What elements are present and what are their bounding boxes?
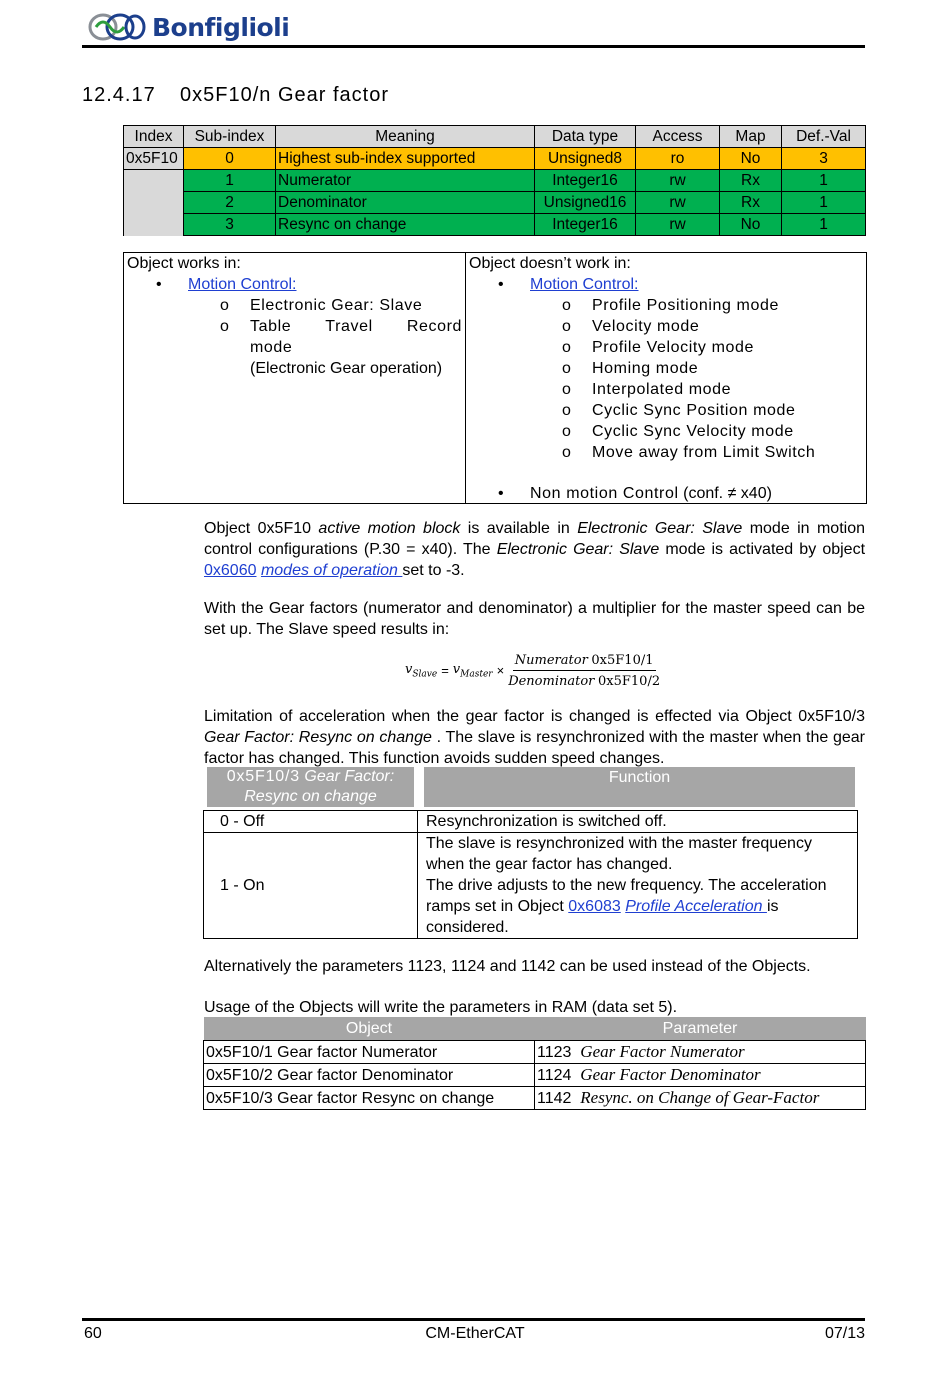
type-cell: Unsigned8 bbox=[535, 148, 636, 170]
formula-symbol bbox=[405, 662, 437, 680]
parameter-table bbox=[203, 1017, 866, 1110]
index-cell bbox=[124, 170, 184, 192]
non-motion-item bbox=[530, 485, 772, 503]
object-link[interactable]: 0x6083 bbox=[568, 898, 621, 915]
paragraph: Alternatively the parameters 1123, 1124 and 1142 can be used instead of the Objects. bbox=[204, 958, 811, 975]
list-item: Homing mode bbox=[592, 360, 699, 377]
speed-formula bbox=[405, 652, 660, 689]
not-works-label: Object doesn’t work in: bbox=[469, 255, 631, 272]
parameter-number: 1123 bbox=[537, 1044, 572, 1061]
meaning-cell: Highest sub-index supported bbox=[276, 148, 535, 170]
list-item: Cyclic Sync Position mode bbox=[592, 402, 796, 419]
map-cell: Rx bbox=[720, 192, 782, 214]
text-run: Electronic Gear: Slave bbox=[577, 520, 743, 537]
sub-index-cell: 1 bbox=[184, 170, 276, 192]
formula-word: Numerator bbox=[514, 653, 588, 668]
col-header: Sub-index bbox=[184, 126, 276, 148]
profile-acceleration-link[interactable]: Profile Acceleration bbox=[625, 898, 767, 915]
list-item: Move away from Limit Switch bbox=[592, 444, 816, 461]
default-cell: 1 bbox=[782, 214, 866, 236]
works-in-column bbox=[124, 253, 466, 503]
text-run: active motion block bbox=[318, 520, 461, 537]
value-cell: 1 - On bbox=[204, 833, 418, 939]
formula-object: 0x5F10/1 bbox=[591, 653, 654, 668]
formula-symbol bbox=[453, 662, 493, 680]
parameter-number: 1124 bbox=[537, 1067, 572, 1084]
paragraph: Usage of the Objects will write the parameters in RAM (data set 5). bbox=[204, 999, 678, 1016]
table-row bbox=[204, 1041, 866, 1064]
applicability-box bbox=[123, 252, 867, 504]
bullet-icon: • bbox=[498, 485, 504, 502]
function-cell bbox=[418, 833, 858, 939]
sub-index-cell: 0 bbox=[184, 148, 276, 170]
list-bullet-icon: o bbox=[562, 297, 571, 314]
list-item: Profile Velocity mode bbox=[592, 339, 755, 356]
value-cell: 0 - Off bbox=[204, 811, 418, 833]
document-name: CM-EtherCAT bbox=[425, 1325, 525, 1342]
brand-name: Bonfiglioli bbox=[152, 12, 290, 42]
text-run: set to -3. bbox=[402, 562, 465, 579]
col-header: Access bbox=[636, 126, 720, 148]
text-run: . The slave is resynchronized with the master when the gear factor has changed. This function avoids sudden speed changes. bbox=[204, 729, 866, 767]
bullet-icon: • bbox=[498, 276, 504, 293]
header-rule bbox=[82, 45, 865, 48]
table-header-row bbox=[204, 1017, 866, 1041]
header-name: Gear Factor: Resync on change bbox=[244, 768, 395, 805]
text-run: is available in bbox=[460, 520, 578, 537]
footer-rule bbox=[82, 1318, 865, 1321]
map-cell: No bbox=[720, 214, 782, 236]
parameter-cell bbox=[535, 1041, 866, 1064]
function-text bbox=[426, 875, 849, 938]
document-date: 07/13 bbox=[824, 1325, 865, 1342]
motion-control-link[interactable]: Motion Control: bbox=[530, 276, 639, 293]
non-motion-conf: (conf. ≠ x40) bbox=[683, 485, 772, 502]
formula-subscript: Slave bbox=[412, 669, 438, 680]
function-table-header-object bbox=[207, 767, 414, 807]
parameter-cell bbox=[535, 1087, 866, 1110]
logo-icon bbox=[88, 13, 146, 41]
page-number: 60 bbox=[84, 1325, 102, 1342]
access-cell: ro bbox=[636, 148, 720, 170]
formula-word: Denominator bbox=[508, 674, 595, 689]
table-row bbox=[124, 214, 866, 236]
map-cell: No bbox=[720, 148, 782, 170]
function-text: The slave is resynchronized with the master frequency when the gear factor has changed. bbox=[426, 835, 812, 873]
works-in-label: Object works in: bbox=[127, 255, 241, 272]
object-cell: 0x5F10/3 Gear factor Resync on change bbox=[204, 1087, 535, 1110]
header-object: 0x5F10/3 bbox=[226, 768, 300, 785]
parameter-name: Gear Factor Denominator bbox=[580, 1065, 761, 1084]
col-header: Object bbox=[204, 1017, 535, 1041]
table-row bbox=[204, 833, 858, 939]
table-header-row bbox=[124, 126, 866, 148]
formula-numerator bbox=[513, 652, 656, 671]
not-works-column bbox=[466, 253, 866, 503]
col-header: Def.-Val bbox=[782, 126, 866, 148]
list-item: Cyclic Sync Velocity mode bbox=[592, 423, 794, 440]
function-table-header-function: Function bbox=[424, 767, 855, 807]
table-row bbox=[124, 170, 866, 192]
list-bullet-icon: o bbox=[562, 381, 571, 398]
list-item: Velocity mode bbox=[592, 318, 700, 335]
list-item: mode bbox=[250, 339, 293, 356]
parameter-number: 1142 bbox=[537, 1090, 572, 1107]
default-cell: 1 bbox=[782, 192, 866, 214]
text-run: Limitation of acceleration when the gear factor is changed is effected via Object 0x5F10/3 bbox=[204, 708, 865, 725]
list-item: Electronic Gear: Slave bbox=[250, 297, 423, 314]
table-row bbox=[204, 1087, 866, 1110]
list-bullet-icon: o bbox=[220, 318, 229, 335]
bullet-icon: • bbox=[156, 276, 162, 293]
list-bullet-icon: o bbox=[562, 444, 571, 461]
function-table bbox=[203, 810, 858, 939]
list-bullet-icon: o bbox=[562, 360, 571, 377]
non-motion-label: Non motion Control bbox=[530, 485, 679, 502]
type-cell: Integer16 bbox=[535, 170, 636, 192]
text-run: The drive adjusts to the new frequency. The acceleration ramps set in Object bbox=[426, 877, 827, 915]
formula-equals: = bbox=[441, 663, 449, 678]
table-row bbox=[124, 148, 866, 170]
access-cell: rw bbox=[636, 214, 720, 236]
list-bullet-icon: o bbox=[562, 339, 571, 356]
table-row bbox=[124, 192, 866, 214]
formula-times: × bbox=[496, 663, 505, 678]
text-run: Electronic Gear: Slave bbox=[496, 541, 660, 558]
type-cell: Unsigned16 bbox=[535, 192, 636, 214]
default-cell: 1 bbox=[782, 170, 866, 192]
list-bullet-icon: o bbox=[562, 318, 571, 335]
formula-object: 0x5F10/2 bbox=[598, 674, 661, 689]
brand-logo bbox=[88, 10, 289, 44]
section-title: 0x5F10/n Gear factor bbox=[180, 84, 389, 106]
col-header: Parameter bbox=[535, 1017, 866, 1041]
object-cell: 0x5F10/1 Gear factor Numerator bbox=[204, 1041, 535, 1064]
meaning-cell: Numerator bbox=[276, 170, 535, 192]
parameter-name: Resync. on Change of Gear-Factor bbox=[580, 1088, 820, 1107]
modes-of-operation-link[interactable]: modes of operation bbox=[260, 562, 403, 579]
list-item: Profile Positioning mode bbox=[592, 297, 779, 314]
index-cell bbox=[124, 214, 184, 236]
meaning-cell: Denominator bbox=[276, 192, 535, 214]
parameter-cell bbox=[535, 1064, 866, 1087]
formula-v: v bbox=[405, 661, 413, 677]
parameter-name: Gear Factor Numerator bbox=[580, 1042, 745, 1061]
access-cell: rw bbox=[636, 170, 720, 192]
list-bullet-icon: o bbox=[562, 423, 571, 440]
list-item-word: Travel bbox=[325, 318, 373, 335]
table-row bbox=[204, 1064, 866, 1087]
formula-denominator bbox=[508, 671, 660, 689]
default-cell: 3 bbox=[782, 148, 866, 170]
col-header: Data type bbox=[535, 126, 636, 148]
col-header: Index bbox=[124, 126, 184, 148]
list-item-word: Record bbox=[406, 318, 462, 335]
paragraph: With the Gear factors (numerator and denominator) a multiplier for the master speed can be set up. The Slave speed results in: bbox=[204, 600, 865, 638]
sub-index-cell: 3 bbox=[184, 214, 276, 236]
object-link[interactable]: 0x6060 bbox=[204, 562, 257, 579]
col-header: Map bbox=[720, 126, 782, 148]
list-item-word: Table bbox=[250, 318, 292, 335]
col-header: Meaning bbox=[276, 126, 535, 148]
object-table bbox=[123, 125, 866, 236]
section-heading bbox=[82, 84, 389, 107]
formula-fraction bbox=[508, 652, 660, 689]
meaning-cell: Resync on change bbox=[276, 214, 535, 236]
text-run: Object 0x5F10 bbox=[204, 520, 319, 537]
map-cell: Rx bbox=[720, 170, 782, 192]
type-cell: Integer16 bbox=[535, 214, 636, 236]
object-cell: 0x5F10/2 Gear factor Denominator bbox=[204, 1064, 535, 1087]
list-bullet-icon: o bbox=[220, 297, 229, 314]
formula-v: v bbox=[452, 661, 461, 677]
paragraph bbox=[204, 518, 865, 581]
formula-subscript: Master bbox=[460, 669, 493, 680]
text-run: is considered. bbox=[426, 898, 779, 936]
section-number: 12.4.17 bbox=[82, 84, 156, 106]
function-cell: Resynchronization is switched off. bbox=[418, 811, 858, 833]
list-item: Interpolated mode bbox=[592, 381, 732, 398]
list-bullet-icon: o bbox=[562, 402, 571, 419]
sub-index-cell: 2 bbox=[184, 192, 276, 214]
list-item-note: (Electronic Gear operation) bbox=[250, 360, 443, 377]
access-cell: rw bbox=[636, 192, 720, 214]
index-cell: 0x5F10 bbox=[124, 148, 184, 170]
list-item bbox=[250, 318, 462, 336]
paragraph bbox=[204, 706, 865, 769]
table-row bbox=[204, 811, 858, 833]
motion-control-link[interactable]: Motion Control: bbox=[188, 276, 297, 293]
text-run: mode in motion control configurations (P.30 = x40). The bbox=[204, 520, 866, 558]
text-run: mode is activated by object bbox=[659, 541, 866, 558]
index-cell bbox=[124, 192, 184, 214]
text-run: Gear Factor: Resync on change bbox=[204, 729, 432, 746]
